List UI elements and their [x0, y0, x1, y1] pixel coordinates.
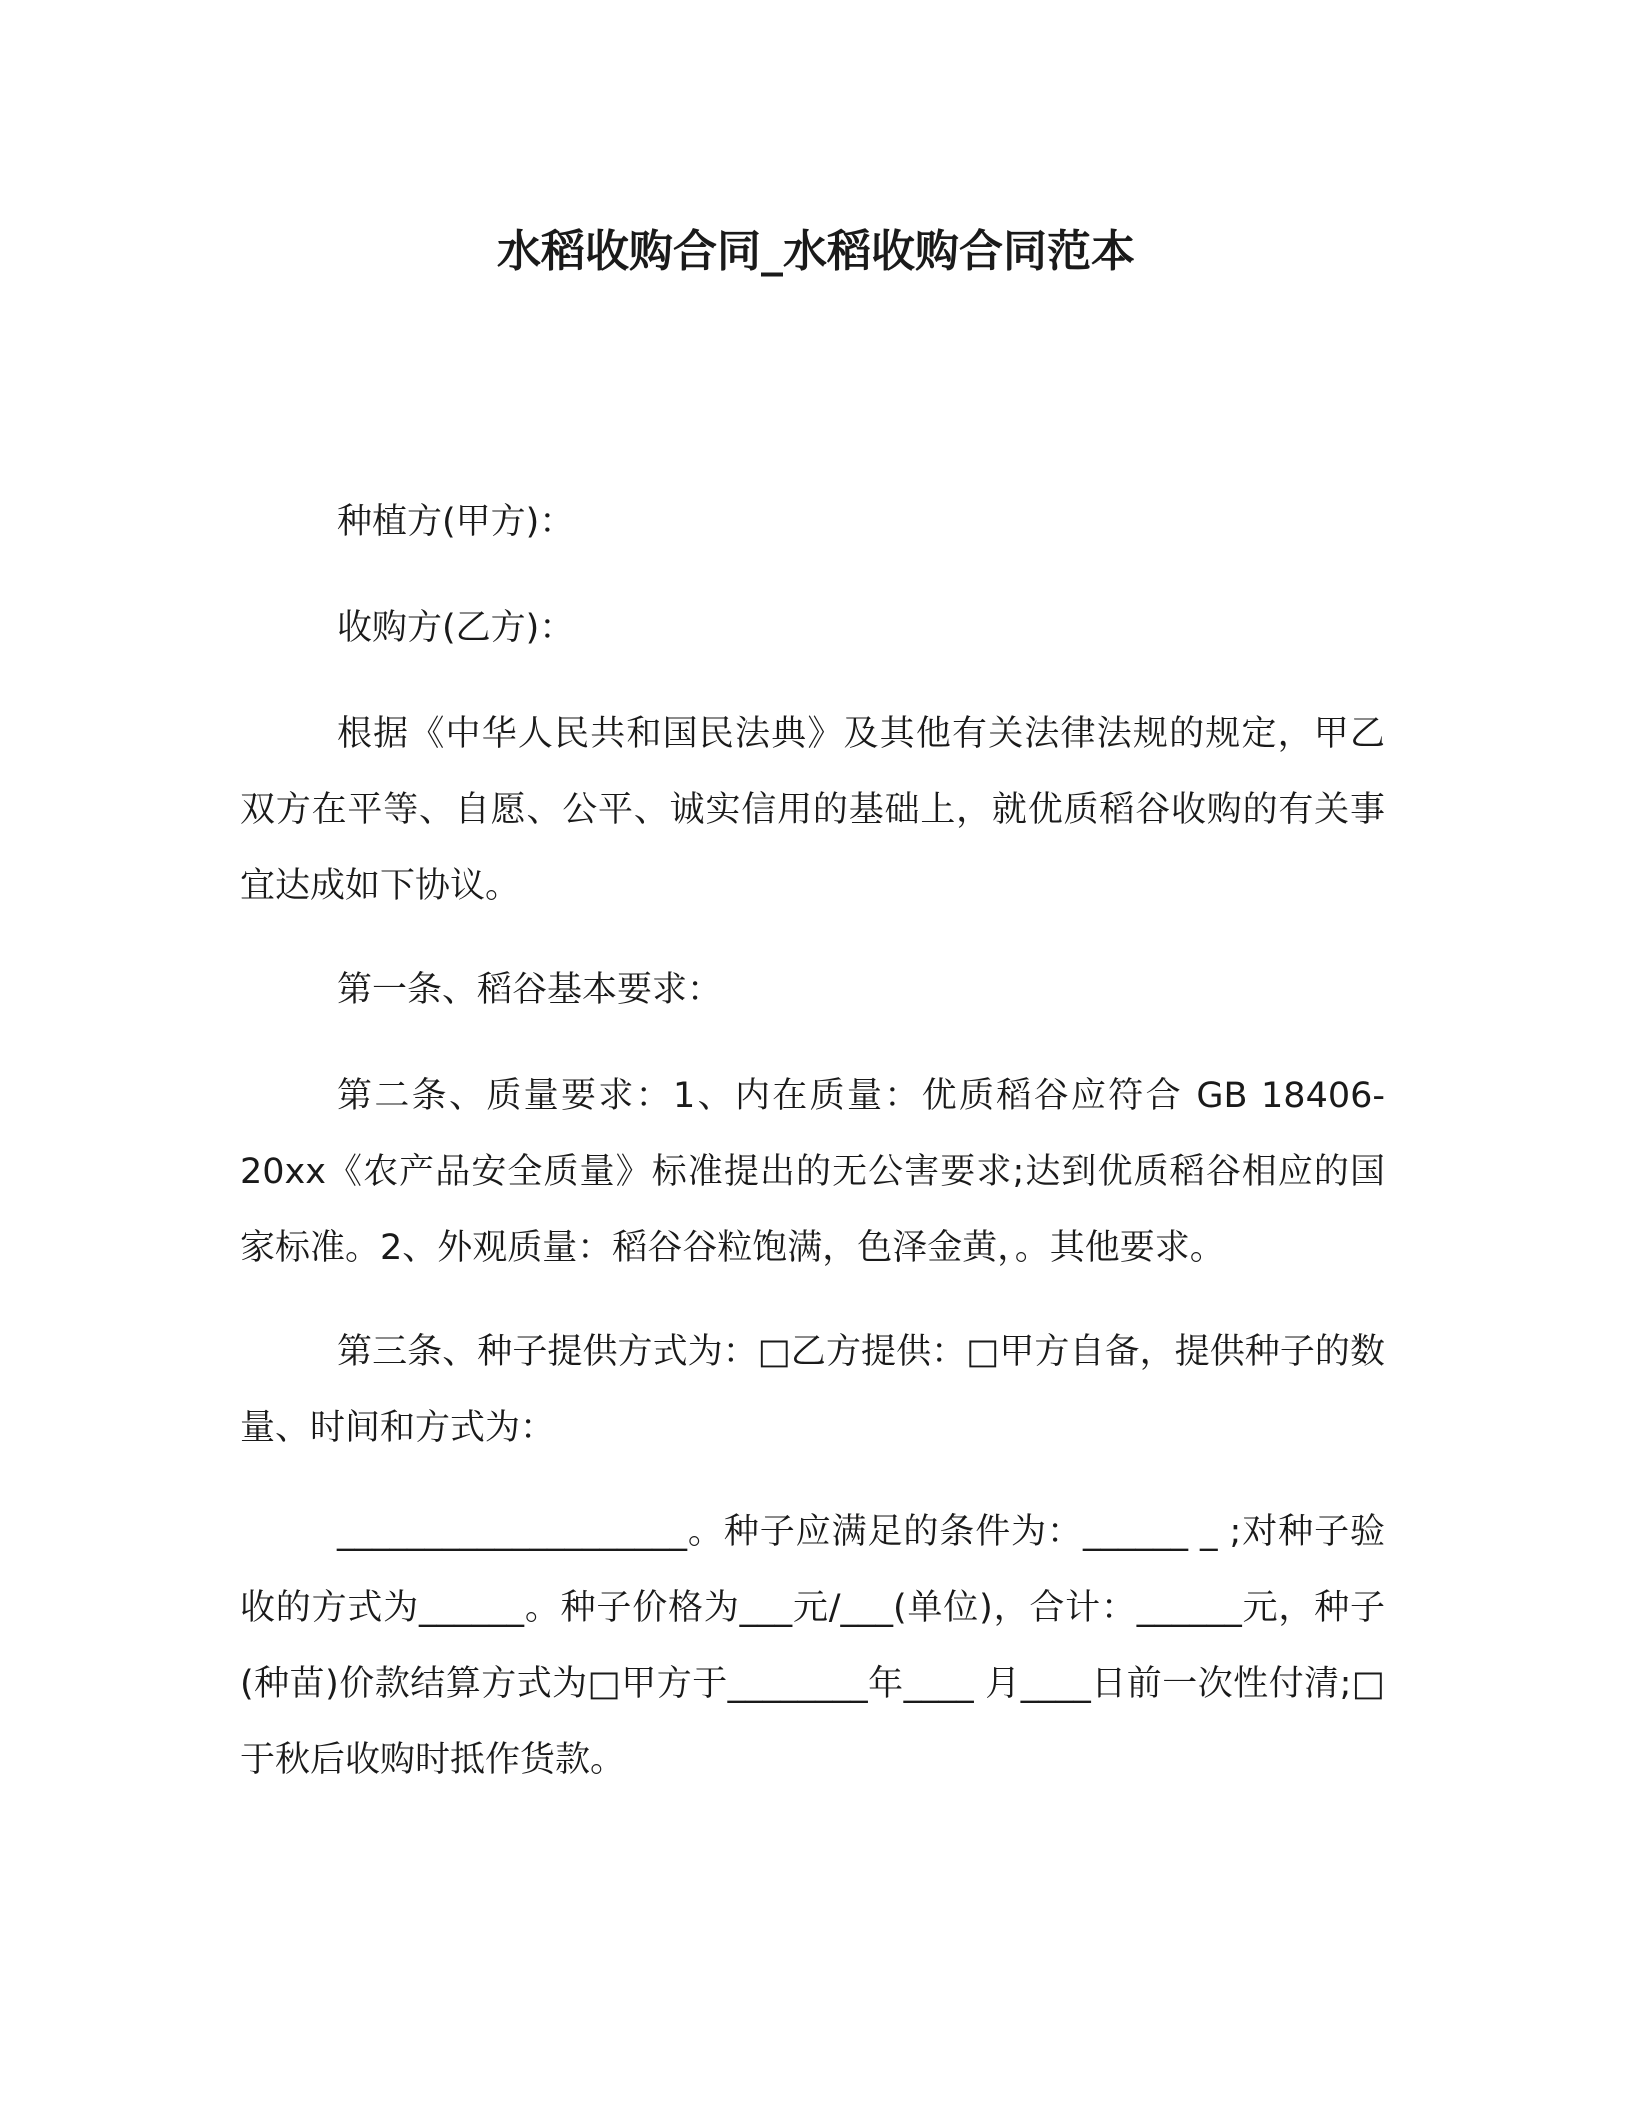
basis-paragraph: 根据《中华人民共和国民法典》及其他有关法律法规的规定，甲乙双方在平等、自愿、公平、诚实信用的基础上，就优质稻谷收购的有关事宜达成如下协议。 [240, 714, 1385, 906]
party-b-line: 收购方(乙方)： [337, 608, 575, 648]
party-a-line: 种植方(甲方)： [337, 502, 575, 542]
article-1-heading: 第一条、稻谷基本要求： [337, 970, 723, 1010]
article-2-paragraph: 第二条、质量要求：1、内在质量：优质稻谷应符合 GB 18406-20xx《农产品安全质量》标准提出的无公害要求;达到优质稻谷相应的国家标准。2、外观质量：稻谷谷粒饱满，色泽金黄，。其他要求。 [240, 1076, 1385, 1268]
document-title: 水稻收购合同_水稻收购合同范本 [497, 226, 1135, 277]
seed-terms-paragraph: ____________________。种子应满足的条件为：______ _ ;对种子验收的方式为______。种子价格为___元/___(单位)，合计：______元，种子(种苗)价款结算方式为□甲方于________年____ 月____日前一次性付清;□于秋后收购时抵作货款。 [240, 1512, 1385, 1780]
article-3-paragraph: 第三条、种子提供方式为：□乙方提供：□甲方自备，提供种子的数量、时间和方式为： [240, 1332, 1385, 1448]
